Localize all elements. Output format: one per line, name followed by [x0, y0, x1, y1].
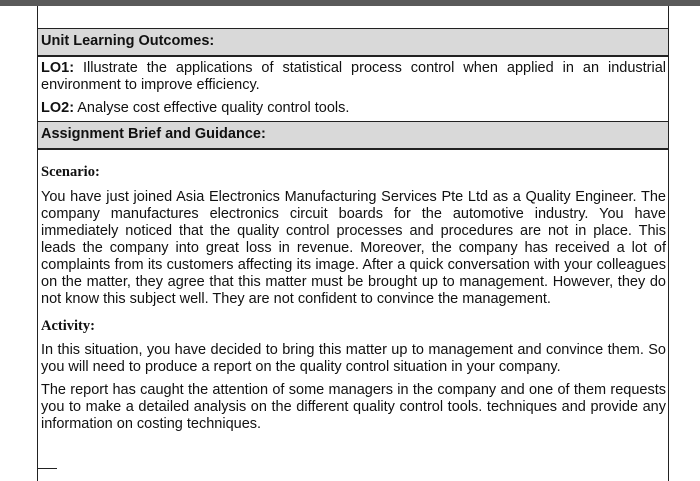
learning-outcomes-list	[38, 57, 668, 122]
assignment-brief-heading: Assignment Brief and Guidance:	[41, 126, 266, 142]
unit-learning-outcomes-header	[38, 29, 668, 57]
assignment-body	[38, 150, 668, 433]
activity-paragraph-2: The report has caught the attention of some managers in the company and one of them requests you to make a detailed analysis on the different quality control tools. techniques and provide any information on costing techniques.	[41, 382, 666, 432]
learning-outcome-lo1	[41, 60, 666, 94]
activity-paragraph-1: In this situation, you have decided to bring this matter up to management and convince them. So you will need to produce a report on the quality control situation in your company.	[41, 342, 666, 375]
lo2-code: LO2:	[41, 100, 75, 116]
lo1-code: LO1:	[41, 60, 75, 76]
scenario-text: You have just joined Asia Electronics Manufacturing Services Pte Ltd as a Quality Engineer. The company manufactures electronics circuit boards for the automotive industry. You have immediately noticed that the quality control processes and procedures are not in place. This leads the company into great loss in revenue. Moreover, the company has received a lot of complaints from its customers affecting its image. After a quick conversation with your colleagues on the matter, they agree that this matter must be brought up to management. However, they do not know this subject well. They are not confident to convince the management.	[41, 189, 666, 307]
lo2-text: Analyse cost effective quality control tools.	[74, 100, 350, 116]
scenario-heading: Scenario:	[41, 164, 100, 180]
learning-outcome-lo2	[41, 100, 666, 117]
activity-heading: Activity:	[41, 318, 95, 334]
assignment-document	[37, 6, 669, 481]
table-top-cell	[38, 6, 668, 29]
assignment-brief-header	[38, 122, 668, 150]
unit-learning-outcomes-heading: Unit Learning Outcomes:	[41, 33, 215, 49]
lo1-text: Illustrate the applications of statistical process control when applied in an industrial environment to improve efficiency.	[41, 60, 666, 93]
